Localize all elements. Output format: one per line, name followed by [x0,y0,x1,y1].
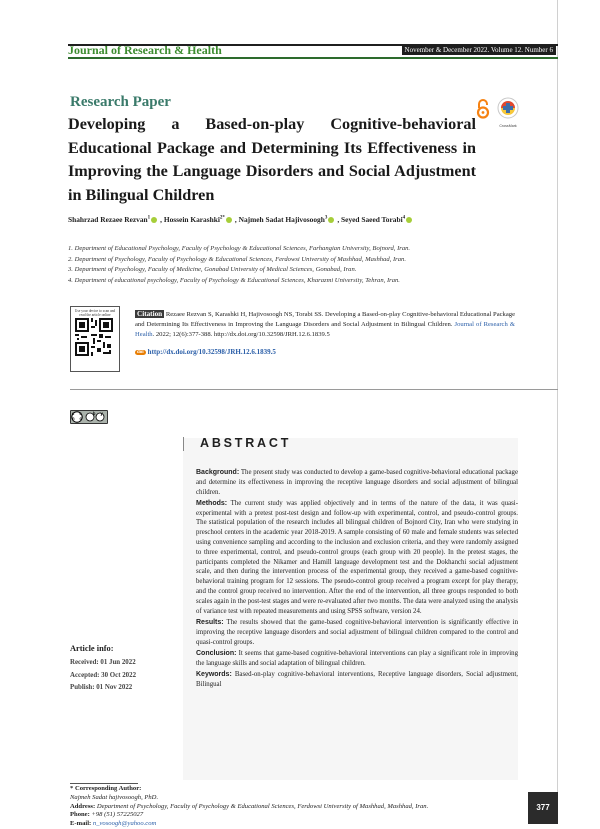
header-underline [68,57,558,59]
corresponding-author [70,785,428,829]
author-sup: 3 [324,215,328,221]
author-sup: 1 [147,215,151,221]
email-label: E-mail: [70,820,92,828]
abstract-label: Methods: [196,499,228,507]
doi-row [135,348,276,356]
footnote-rule [70,783,138,784]
journal-name: Journal of Research & Health [68,43,222,57]
citation [135,309,515,340]
crossmark-label: CrossMark [499,124,517,128]
author-sup: 2* [219,215,225,221]
abstract-label: Background: [196,469,240,476]
paper-title: Developing a Based-on-play Cognitive-behavioral Educational Package and Determining Its Effectiveness in Improving the Language Disorders and Social Adjustment in Bilingual Children [68,115,476,204]
abstract-text: Based-on-play cognitive-behavioral interventions, Receptive language disorders, Social adjustment, Bilingual [196,670,518,688]
orcid-icon[interactable] [151,217,157,223]
article-info-heading: Article info: [70,644,114,653]
abstract-label: Results: [196,618,224,626]
affiliation: 2. Department of Psychology, Faculty of Psychology & Educational Sciences, Ferdowsi University of Mashhad, Mashhad, Iran. [68,255,406,263]
open-access-icon [476,99,490,119]
citation-label: Citation [137,310,163,318]
journal-link[interactable]: Journal of Research & Health [135,321,515,338]
affiliation: 3. Department of Psychology, Faculty of Medicine, Gonabad University of Medical Sciences, Gonabad, Iran. [68,266,357,274]
affiliation: 1. Department of Educational Psychology, Faculty of Psychology & Educational Sciences, Farhangian University, Bojnord, Iran. [68,245,411,252]
crossmark-icon[interactable] [497,97,519,128]
license-label: cc by nc [72,411,108,421]
orcid-icon[interactable] [328,217,334,223]
doi-link[interactable]: http://dx.doi.org/10.32598/JRH.12.6.1839.5 [147,348,276,356]
abstract-label: Conclusion: [196,649,237,657]
author-name: Shahrzad Rezaee Rezvan [68,215,148,224]
corresponding-heading: * Corresponding Author: [70,785,142,792]
address-value: Department of Psychology, Faculty of Psychology & Educational Sciences, Ferdowsi University of Mashhad, Mashhad, Iran. [95,802,429,810]
page-margin-line [557,0,558,824]
accepted-date: Accepted: 30 Oct 2022 [70,671,137,679]
abstract-paragraph [196,649,518,669]
abstract-heading: ABSTRACT [200,436,292,450]
issue-info: November & December 2022. Volume 12. Number 6 [402,45,556,55]
qr-code-icon[interactable] [75,318,113,356]
abstract-heading-rule [183,437,184,451]
citation-text: Rezaee Rezvan S, Karashki H, Hajivosoogh NS, Torabi SS. Developing a Based-on-play Cognitive-behavioral Educational Package and Determining Its Effectiveness in Improving the Language Disorders and Social Adjustment in Bilingual Children. [135,311,516,328]
author-name: Hossein Karashki [163,215,220,224]
orcid-icon[interactable] [226,217,232,223]
affiliation-list [68,244,410,286]
abstract-paragraph [196,670,518,690]
citation-text-end: . 2022; 12(6):377-388. http://dx.doi.org/10.32598/JRH.12.6.1839.5 [152,331,330,338]
phone-label: Phone: [70,811,90,819]
abstract-text: The results showed that the game-based cognitive-behavioral intervention is significantly effective in improving the receptive language disorders and social adjustment of bilingual children compared to the control and quasi-control groups. [196,618,518,646]
abstract-paragraph [196,618,518,647]
orcid-icon[interactable] [406,217,412,223]
email-link[interactable]: n_vosoogh@yahoo.com [91,820,157,828]
cc-license-icon[interactable] [70,410,108,424]
abstract-label: Keywords: [196,670,232,678]
abstract-body [196,468,518,691]
abstract-text: The present study was conducted to develop a game-based cognitive-behavioral educational package and determine its effectiveness in improving the receptive language disorders and social adjustment of bilingual children. [196,469,518,496]
author-name: Seyed Saeed Torabi [341,215,403,224]
phone-value: +98 (51) 57225027 [89,811,144,819]
section-label: Research Paper [70,94,171,110]
received-date: Received: 01 Jun 2022 [70,659,136,666]
corresponding-name: Najmeh Sadat hajivosoogh, PhD. [70,793,159,801]
doi-icon: doi [137,349,144,355]
address-label: Address: [70,802,96,810]
published-date: Publish: 01 Nov 2022 [70,684,133,691]
author-sup: 4 [402,215,406,221]
abstract-paragraph [196,468,518,497]
qr-caption: Use your device to scan and read the article online [74,309,116,317]
page-number: 377 [528,792,558,824]
affiliation: 4. Department of educational psychology, Faculty of Psychology & Educational Sciences, Kharazmi University, Tehran, Iran. [68,276,400,284]
abstract-text: It seems that game-based cognitive-behavioral interventions can play a significant role in improving the language skills and social adaptation of bilingual children. [196,649,518,667]
section-divider [70,389,558,390]
author-name: Najmeh Sadat Hajivosoogh [238,215,325,224]
abstract-paragraph [196,499,518,617]
article-info [70,644,136,695]
author-list: Shahrzad Rezaee Rezvan$^1$ , Hossein Karashki$^{2*}$ , Najmeh Sadat Hajivosoogh$^3$ , Seyed Saeed Torabi$^4$ [68,215,415,224]
abstract-text: The current study was applied objectively and in terms of the nature of the data, it was quasi-experimental with a pretest post-test design and follow-up with experimental, control, and pseudo-control groups. The statistical population of the research includes all bilingual children of Bojnord City, Iran who were studying in preschool centers in the academic year 2018-2019. A sample consisting of 60 male and female students was selected using convenience sampling and according to the inclusion and exclusion criteria, and they were randomly assigned to three experimental, control, and pseudo-control groups (each group with 20 people). In the pretest stages, the participants completed the Nikamer and Hamill language development test and the Dokhanchi social adjustment scale, and then during the intervention process of the experimental group, they received a game-based cognitive-behavioral training program for 12 sessions. The pseudo-control group received a program except for play therapy, and the control group received no intervention. After the end of the intervention, all three groups responded to both scales again in the post-test stages and were re-evaluated after two months. The data were analyzed using the analysis of variance test with repeated measurements and using SPSS software, version 24. [196,499,518,615]
